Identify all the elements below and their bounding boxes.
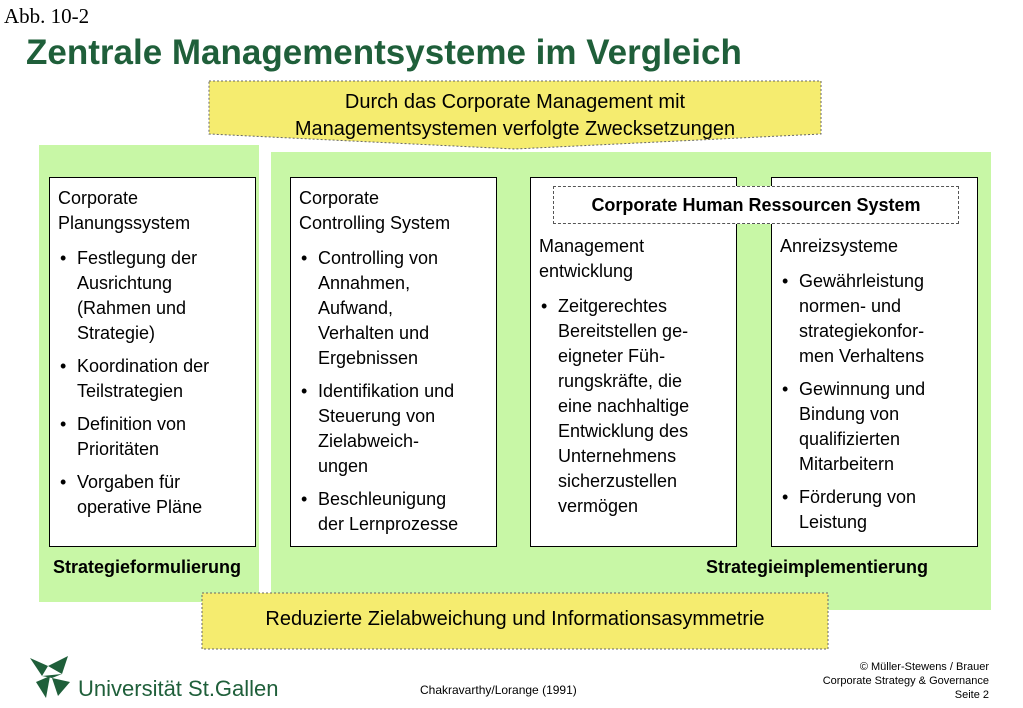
item-line: • Controlling von — [318, 248, 439, 268]
item-line: normen- und — [799, 296, 902, 316]
panel-title-line: Planungssystem — [58, 213, 191, 233]
item-line: • Definition von — [77, 414, 187, 434]
item-line: operative Pläne — [77, 497, 203, 517]
slide-credits — [823, 660, 989, 702]
page-title: Zentrale Managementsysteme im Vergleich — [26, 33, 742, 72]
item-line: • Gewinnung und — [799, 379, 926, 399]
bullet-item — [539, 294, 728, 519]
panel-title-line: Management — [539, 236, 645, 256]
item-line: rungskräfte, die — [558, 371, 683, 391]
bullet-item — [58, 246, 247, 346]
incentive-systems-panel — [771, 177, 978, 547]
item-line: Bindung von — [799, 404, 900, 424]
credit-line: Seite 2 — [954, 689, 989, 701]
bullet-list — [539, 294, 728, 519]
bullet-item — [58, 412, 247, 462]
bullet-list — [299, 246, 488, 537]
purpose-callout-line-1: Durch das Corporate Management mit — [344, 91, 686, 113]
bullet-list — [780, 269, 969, 535]
item-line: Leistung — [799, 512, 868, 532]
item-line: vermögen — [558, 496, 639, 516]
item-line: (Rahmen und — [77, 298, 187, 318]
bullet-item — [58, 354, 247, 404]
panel-title — [299, 186, 488, 236]
item-line: strategiekonfor- — [799, 321, 925, 341]
phase-label-implementation: Strategieimplementierung — [706, 557, 929, 577]
planning-system-panel — [49, 177, 256, 547]
management-development-panel — [530, 177, 737, 547]
item-line: eine nachhaltige — [558, 396, 690, 416]
item-line: Bereitstellen ge- — [558, 321, 689, 341]
item-line: • Vorgaben für — [77, 472, 181, 492]
item-line: • Gewährleistung — [799, 271, 925, 291]
item-line: Entwicklung des — [558, 421, 689, 441]
item-line: Unternehmens — [558, 446, 677, 466]
credit-line: Corporate Strategy & Governance — [822, 675, 989, 687]
item-line: • Festlegung der — [77, 248, 198, 268]
item-line: Steuerung von — [318, 406, 436, 426]
item-line: Ausrichtung — [77, 273, 173, 293]
item-line: Prioritäten — [77, 439, 160, 459]
panel-title-line: Anreizsysteme — [780, 236, 899, 256]
item-line: qualifizierten — [799, 429, 901, 449]
item-line: Verhalten und — [318, 323, 430, 343]
panel-title-line: Controlling System — [299, 213, 451, 233]
item-line: men Verhaltens — [799, 346, 925, 366]
bullet-item — [58, 470, 247, 520]
university-logo-icon — [28, 654, 74, 702]
source-citation: Chakravarthy/Lorange (1991) — [420, 683, 577, 697]
purpose-callout-line-2: Managementsystemen verfolgte Zwecksetzungen — [294, 118, 736, 140]
item-line: • Koordination der — [77, 356, 210, 376]
item-line: • Zeitgerechtes — [558, 296, 668, 316]
panel-title-line: Corporate — [58, 188, 139, 208]
panel-title — [780, 234, 969, 259]
item-line: Zielabweich- — [318, 431, 420, 451]
item-line: • Förderung von — [799, 487, 917, 507]
panel-title-line: entwicklung — [539, 261, 634, 281]
item-line: Annahmen, — [318, 273, 411, 293]
item-line: • Identifikation und — [318, 381, 455, 401]
bullet-item — [299, 487, 488, 537]
item-line: ungen — [318, 456, 369, 476]
item-line: der Lernprozesse — [318, 514, 459, 534]
item-line: • Beschleunigung — [318, 489, 447, 509]
bullet-list — [58, 246, 247, 520]
controlling-system-panel — [290, 177, 497, 547]
phase-label-formulation: Strategieformulierung — [53, 557, 242, 577]
item-line: eigneter Füh- — [558, 346, 666, 366]
item-line: sicherzustellen — [558, 471, 678, 491]
item-line: Teilstrategien — [77, 381, 184, 401]
hr-system-label: Corporate Human Ressourcen System — [553, 186, 959, 224]
item-line: Aufwand, — [318, 298, 394, 318]
bullet-item — [780, 269, 969, 369]
item-line: Ergebnissen — [318, 348, 419, 368]
bullet-item — [299, 379, 488, 479]
item-line: Mitarbeitern — [799, 454, 895, 474]
panel-title-line: Corporate — [299, 188, 380, 208]
credit-line: © Müller-Stewens / Brauer — [859, 661, 989, 673]
purpose-callout — [208, 80, 822, 150]
outcome-callout-text: Reduzierte Zielabweichung und Informationsasymmetrie — [265, 608, 765, 630]
university-name: Universität St.Gallen — [78, 676, 279, 701]
bullet-item — [780, 377, 969, 477]
outcome-callout — [201, 592, 829, 650]
bullet-item — [299, 246, 488, 371]
panel-title — [58, 186, 247, 236]
figure-label: Abb. 10-2 — [4, 4, 90, 28]
panel-title — [539, 234, 728, 284]
bullet-item — [780, 485, 969, 535]
item-line: Strategie) — [77, 323, 156, 343]
